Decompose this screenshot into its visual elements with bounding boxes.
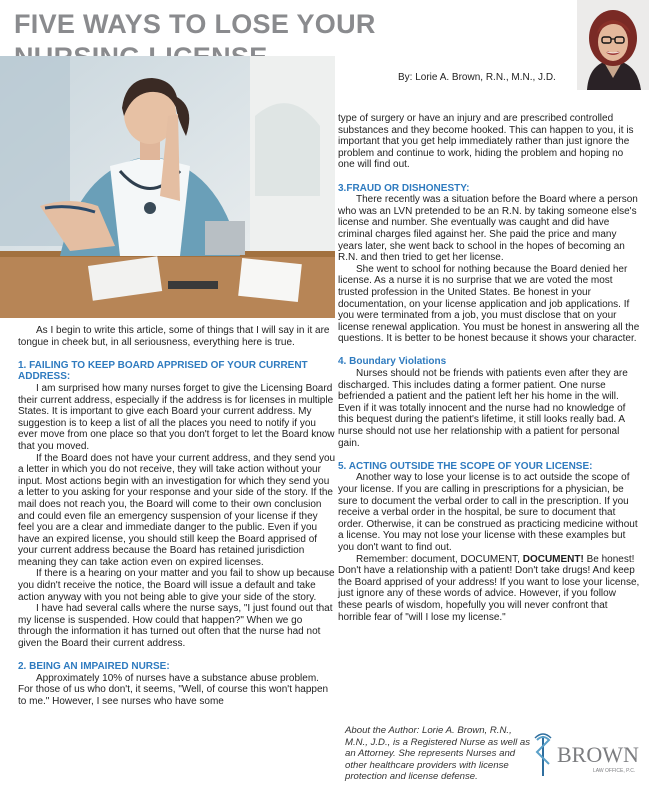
- remember-post: Be honest! Don't have a relationship with a patient! Don't take drugs! And keep the Board apprised of your address! If you want to lose your license, just ignore any of these words of advice. However, if you follow these pearls of wisdom, hopefully you will never confront that horrible fear of "will I lose my license.": [338, 553, 640, 623]
- section-2-continued: type of surgery or have an injury and are prescribed controlled substances and they become hooked. This can happen to you, it is important that you get help immediately rather than just ignore the problem and continue to work, hiding the problem and hoping no one will find out.: [338, 113, 634, 171]
- logo-name: BROWN: [557, 742, 639, 767]
- remember-bold: DOCUMENT!: [522, 553, 584, 565]
- byline: By: Lorie A. Brown, R.N., M.N., J.D.: [398, 72, 556, 83]
- section-4-paragraph-1: Nurses should not be friends with patients even after they are discharged. This includes dating a former patient. One nurse befriended a patient and the patient left her his home in the will. Even if it was totally innocent and the nurse had no knowledge of this bequest during the patient's lifetime, it still looks really bad. A nurse should not use her relationship with a patient for personal gain.: [338, 368, 628, 449]
- tired-nurse-illustration: [0, 56, 335, 318]
- section-3-paragraph-1: There recently was a situation before the Board where a person who was an LVN pretended to be an R.N. by taking someone else's license and number. She eventually was caught and did have criminal charges filed against her. She paid the price and many years later, she went back to school in the hopes of becoming an R.N. and then tried to get her license.: [338, 194, 638, 264]
- author-photo: [577, 0, 649, 90]
- author-portrait-image: [577, 0, 649, 90]
- heading-1: 1. FAILING TO KEEP BOARD APPRISED OF YOUR CURRENT ADDRESS:: [18, 359, 308, 383]
- right-column: [338, 113, 642, 623]
- heading-4: 4. Boundary Violations: [338, 356, 447, 368]
- about-author: About the Author: Lorie A. Brown, R.N., M.N., J.D., is a Registered Nurse as well as an Attorney. She represents Nurses and other healthcare providers with license protection and license defense.: [345, 725, 531, 782]
- section-5-paragraph-2: [338, 554, 642, 624]
- caduceus-icon: [533, 730, 648, 780]
- brown-law-logo: [533, 730, 648, 780]
- logo-sub: LAW OFFICE, P.C.: [593, 768, 636, 774]
- heading-3: 3.FRAUD OR DISHONESTY:: [338, 182, 470, 194]
- title-line-1: FIVE WAYS TO LOSE YOUR: [14, 9, 376, 39]
- section-1-paragraph-2: If the Board does not have your current address, and they send you a letter in which you do not receive, they will take action without your input. Most actions begin with an investigation for which they send you a letter to you asking for your response and your side of the story. If the mail does not reach you, the Board will come to their own conclusion and could even file an emergency suspension of your license if they feel you are a clear and immediate danger to the public. Even if you have an expired license, you should still keep the Board apprised of your current address because the Board has retained jurisdiction meaning they can take action even on expired licenses.: [18, 452, 336, 568]
- hero-image: [0, 56, 335, 318]
- intro-paragraph: As I begin to write this article, some of things that I will say in it are tongue in cheek but, in all seriousness, everything here is true.: [18, 325, 330, 348]
- section-5-paragraph-1: Another way to lose your license is to act outside the scope of your license. If you are calling in prescriptions for a physician, be sure to document the verbal order to call in the prescription. If you receive a verbal order in the hospital, be sure to document that order. Otherwise, it can be construed as practicing medicine without a license. You may not lose your license with these examples but you don't want to find out.: [338, 472, 638, 553]
- section-1-paragraph-3: If there is a hearing on your matter and you fail to show up because you didn't receive the notice, the Board will issue a default and take action anyway with you not being able to give your side of the story.: [18, 568, 335, 603]
- section-1-paragraph-1: I am surprised how many nurses forget to give the Licensing Board their current address, especially if the address is for licenses in multiple States. It is important to give each Board your current address. My suggestion is to keep a list of all the places you need to notify if you ever move from one place so that you don't forget to let the Board know that you moved.: [18, 382, 335, 452]
- heading-2: 2. BEING AN IMPAIRED NURSE:: [18, 661, 170, 673]
- heading-5: 5. ACTING OUTSIDE THE SCOPE OF YOUR LICENSE:: [338, 460, 593, 472]
- remember-pre: Remember: document, DOCUMENT,: [356, 553, 523, 565]
- section-3-paragraph-2: She went to school for nothing because the Board denied her license. As a nurse it is no surprise that we are voted the most trusted profession in the United States. Be honest in your documentation, on your license application and job applications. If you were terminated from a job, you must disclose that on your license renewal application. You must be honest in answering all the questions. It is better to be honest because it shows your character.: [338, 263, 640, 345]
- section-1-paragraph-4: I have had several calls where the nurse says, "I just found out that my license is suspended. How could that happen?" When we go through the information it has turned out often that the nurse had not given the Board their current address.: [18, 603, 333, 650]
- section-2-paragraph-1: Approximately 10% of nurses have a substance abuse problem. For those of us who don't, it seems, "Well, of course this won't happen to me." However, I see nurses who have some: [18, 672, 329, 707]
- left-column: [18, 325, 336, 708]
